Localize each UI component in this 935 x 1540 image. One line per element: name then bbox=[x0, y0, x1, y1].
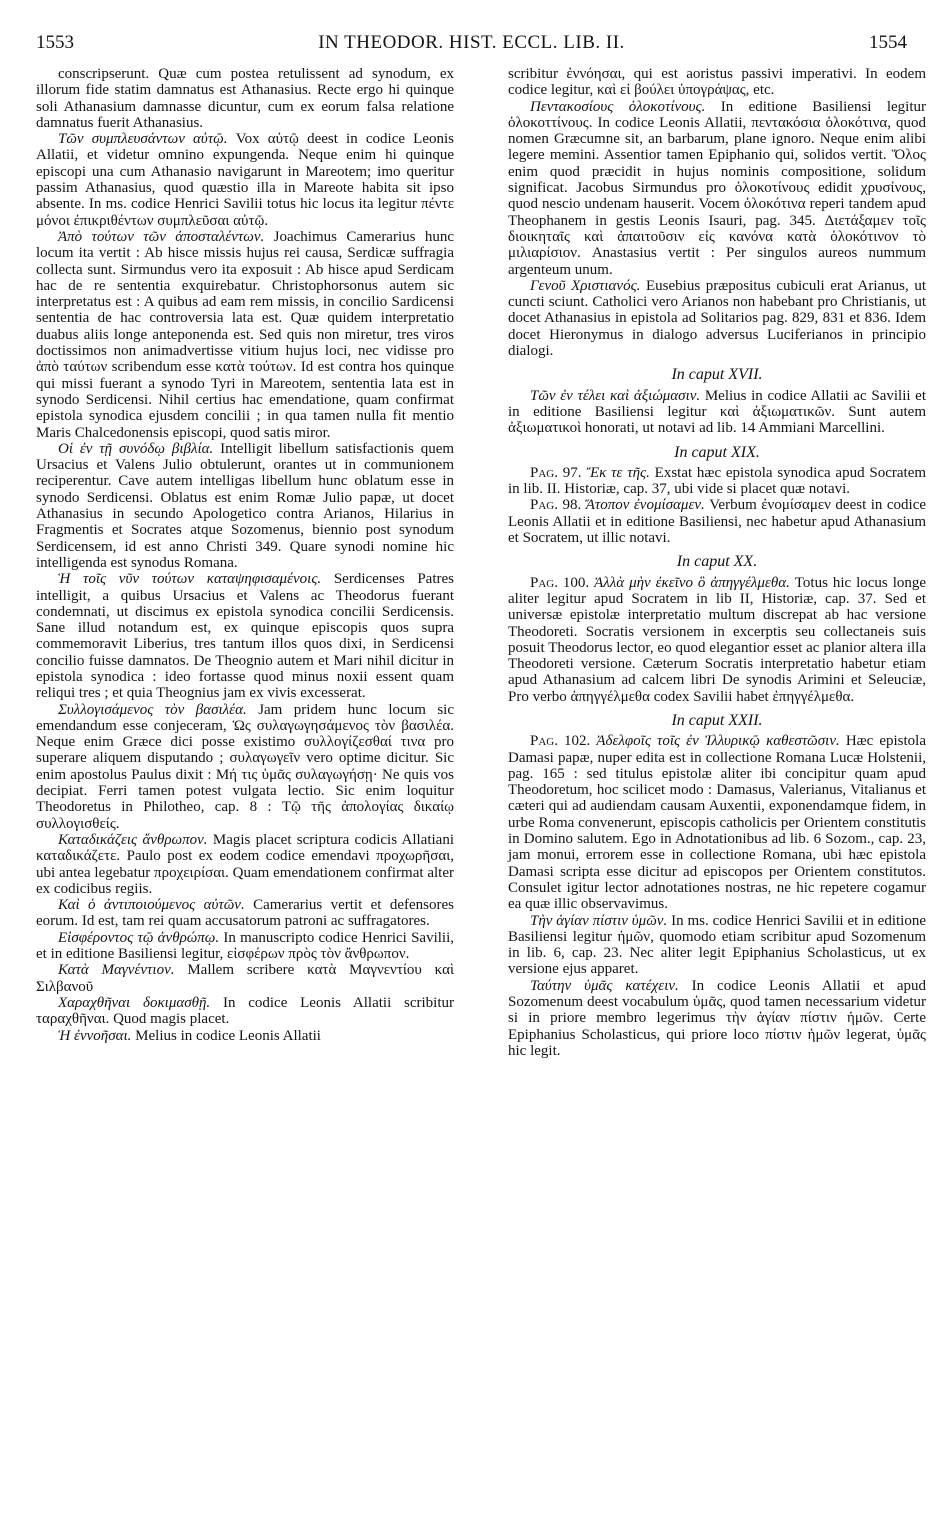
greek-lemma: Κατὰ Μαγνέντιον. bbox=[58, 962, 175, 979]
note-paragraph bbox=[36, 571, 454, 701]
section-heading: In caput XX. bbox=[676, 553, 758, 571]
greek-lemma: Γενοῦ Χριστιανός. bbox=[530, 277, 641, 294]
greek-lemma: Τῶν συμπλευσάντων αὐτῷ. bbox=[58, 131, 228, 148]
note-text: scribitur ἐννόησαι, qui est aoristus passivi imperativi. In eodem codice legitur, καὶ εἰ βούλει ὑπογράψας, etc. bbox=[508, 66, 926, 99]
section-heading: In caput XIX. bbox=[674, 443, 760, 461]
note-paragraph bbox=[36, 702, 454, 832]
section-heading: In caput XVII. bbox=[671, 366, 763, 384]
note-text: In codice Leonis Allatii et apud Sozomenum deest vocabulum ὑμᾶς, quod tamen necessarium videtur si in priore membro legerimus τὴν ἁγίαν πίστιν ἡμῶν. Certe Epiphanius Scholasticus, qui priore loco πίστιν ἡμῶν legerat, ὑμᾶς hic legit. bbox=[508, 977, 927, 1059]
page-header bbox=[36, 32, 907, 58]
note-text: In manuscripto codice Henrici Savilii, et in editione Basiliensi legitur, εἰσφέρων πρὸς τὸν ἄνθρωπον. bbox=[36, 929, 454, 963]
greek-lemma: Ἡ ἐννοῆσαι. bbox=[58, 1027, 132, 1044]
note-paragraph bbox=[508, 733, 926, 912]
right-column bbox=[508, 66, 926, 1059]
page-reference: Pag. 102. bbox=[530, 733, 591, 750]
note-paragraph bbox=[508, 278, 926, 359]
section-heading: In caput XXII. bbox=[671, 711, 763, 729]
greek-lemma: Τῶν ἐν τέλει καὶ ἀξιώμασιν. bbox=[530, 387, 701, 404]
note-text: Hæc epistola Damasi papæ, nuper edita est in collectione Romana Lucæ Holstenii, pag. 165 : sed titulus epistolæ aliter ibi concipitur quam apud Theodoretum, hoc scilicet modo : Damasus, Valerianus, Vitalianus et cæteri qui ad audiendam causam Auxentii, exponendamque fidem, in urbe Roma convenerunt, episcopis catholicis per Orientem constitutis in Domino salutem. Ego in Adnotationibus ad lib. 6 Sozom., cap. 23, jam monui, errorem esse in collectione Romana, ubi hæc epistola Damasi scripta esse dicitur ad episcopos per Orientem constitutos. Consulet igitur lector adnotationes nostras, ne hic repetere cogamur ea quæ illic observavimus. bbox=[508, 733, 927, 913]
note-text: In editione Basiliensi legitur ὁλοκοττίνους. In codice Leonis Allatii, πεντακόσια ὁλοκότινα, quod nomen Græcumne sit, an barbarum, plane ignoro. Neque enim alibi legere memini. Assentior tamen Epiphanio qui, solidos vertit. Ὅλος enim quod præcidit in hujus nominis compositione, solidum significat. Jacobus Sirmundus pro ὁλοκοτίνους edidit χρυσίνους, quod nescio undenam hauserit. Vocem ὁλοκότινα reperi tandem apud Theophanem in gestis Leonis Isauri, pag. 345. Διετάξαμεν τοῖς διοικηταῖς καὶ ἀπαιτοῦσιν εἰς κανόνα κατὰ ὁλοκότινον τὸ μιλιαρίσιον. Anastasius vertit : Per singulos aureos nummum argenteum unum. bbox=[508, 98, 926, 278]
note-text: Melius in codice Allatii ac Savilii et in editione Basiliensi legitur καὶ ἀξιωματικῶν. Sunt autem ἀξιωματικοὶ honorati, ut notavi ad lib. 14 Ammiani Marcellini. bbox=[508, 387, 927, 437]
note-paragraph bbox=[36, 441, 454, 571]
greek-lemma: Ἀλλὰ μὴν ἐκεῖνο ὃ ἀπηγγέλμεθα. bbox=[594, 574, 790, 591]
note-text: Melius in codice Leonis Allatii bbox=[135, 1027, 321, 1044]
note-paragraph bbox=[36, 229, 454, 441]
note-text: Verbum ἐνομίσαμεν deest in codice Leonis Allatii et in editione Basiliensi, nec habetur apud Athanasium et Socratem, ut illic notavi. bbox=[508, 497, 927, 547]
note-text: Camerarius vertit et defensores eorum. Id est, tam rei quam accusatorum patroni ac suffragatores. bbox=[36, 897, 454, 930]
greek-lemma: Ἔκ τε τῆς. bbox=[586, 464, 650, 481]
greek-lemma: Τὴν ἁγίαν πίστιν ὑμῶν. bbox=[530, 912, 668, 929]
note-paragraph bbox=[508, 99, 926, 278]
page-number-left: 1553 bbox=[36, 32, 74, 53]
greek-lemma: Καταδικάζεις ἄνθρωπον. bbox=[58, 831, 208, 848]
note-paragraph bbox=[36, 995, 454, 1028]
note-paragraph bbox=[36, 66, 454, 131]
greek-lemma: Ἡ τοῖς νῦν τούτων καταψηφισαμένοις. bbox=[58, 571, 322, 588]
note-paragraph bbox=[36, 962, 454, 995]
greek-lemma: Εἰσφέροντος τῷ ἀνθρώπῳ. bbox=[58, 929, 220, 946]
note-paragraph bbox=[508, 913, 926, 978]
note-paragraph bbox=[36, 131, 454, 229]
note-paragraph bbox=[508, 978, 926, 1059]
note-text: Totus hic locus longe aliter legitur apud Socratem in lib II, Historiæ, cap. 37. Sed et universæ epistolæ interpretatio multum discrepat ab hac versione Theodoreti. Socratis versionem in excerptis seu collectaneis suis posuit Theodorus lector, eo quod elegantior esset ac planior altera illa Theodoreti versione. Cæterum Socratis interpretatio habetur etiam apud Athanasium ad calcem libri De synodis Arimini et Seleuciæ, Pro verbo ἀπηγγέλμεθα codex Savilii habet ἐπηγγέλμεθα. bbox=[508, 574, 927, 705]
note-paragraph bbox=[508, 388, 926, 437]
note-paragraph bbox=[508, 575, 926, 705]
note-text: Jam pridem hunc locum sic emendandum esse conjeceram, Ὡς συλαγωγησάμενος τὸν βασιλέα. Neque enim Græce dici posse existimo συλλογίζεσθαί τινα pro superare aliquem disputando ; συλαγωγεῖν vero optime dicitur. Sic enim apostolus Paulus dixit : Μή τις ὑμᾶς συλαγωγήσῃ· Ne quis vos decipiat. Ferri tamen potest vulgata lectio. Sic enim loquitur Theodoretus in Philotheo, cap. 8 : Τῷ τῆς ἀπολογίας δικαίῳ συλλογισθείς. bbox=[36, 701, 454, 832]
note-text: In codice Leonis Allatii scribitur ταραχθῆναι. Quod magis placet. bbox=[36, 994, 455, 1028]
note-paragraph bbox=[508, 465, 926, 498]
note-text: conscripserunt. Quæ cum postea retulissent ad synodum, ex illorum fide statim damnatus est Athanasius. Recte ergo hi quinque soli Athanasium damnasse dicuntur, cum ex eorum falsa relatione damnatus fuerit Athanasius. bbox=[36, 66, 454, 131]
greek-lemma: Καὶ ὁ ἀντιποιούμενος αὐτῶν. bbox=[58, 897, 245, 914]
page-reference: Pag. 100. bbox=[530, 574, 590, 591]
note-text: Vox αὐτῷ deest in codice Leonis Allatii, et videtur omnino expungenda. Neque enim hi quinque episcopi una cum Athanasio navigarunt in Mareotem; imo queritur passim Athanasius, quod quæstio illa in Mareote habita sit ipso absente. In ms. codice Henrici Savilii totus hic locus ita legitur πέντε μόνοι ἐπικριθέντων συμπλεῦσαι αὐτῷ. bbox=[36, 131, 454, 229]
note-paragraph bbox=[508, 497, 926, 546]
note-text: In ms. codice Henrici Savilii et in editione Basiliensi legitur ἡμῶν, quomodo etiam scribitur apud Sozomenum in lib. 6, cap. 23. Nec aliter legit Epiphanius Scholasticus, ut ex versione ejus apparet. bbox=[508, 912, 926, 978]
greek-lemma: Ἀδελφοῖς τοῖς ἐν Ἰλλυρικῷ καθεστῶσιν. bbox=[596, 733, 840, 750]
note-text: Serdicenses Patres intelligit, a quibus Ursacius et Valens ac Theodorus fuerant condemnati, ut discimus ex epistola synodica concilii Serdicensis. Sane illud notandum est, ex quinque episcopis quos supra commemoravit Liberius, tres tantum illos quos dixi, in Serdicensi concilio fuisse damnatos. De Theognio autem et Mari nihil dicitur in epistola synodica : ideo fortasse quod minus noxii essent quam reliqui tres ; et quia Theognius jam ex vivis excesserat. bbox=[36, 571, 454, 702]
note-text: Exstat hæc epistola synodica apud Socratem in lib. II. Historiæ, cap. 37, ubi vide si placet quæ notavi. bbox=[508, 464, 927, 498]
left-column bbox=[36, 66, 454, 1044]
greek-lemma: Οἱ ἐν τῇ συνόδῳ βιβλία. bbox=[58, 440, 214, 457]
note-paragraph bbox=[36, 1028, 454, 1044]
note-paragraph bbox=[36, 897, 454, 930]
note-text: Eusebius præpositus cubiculi erat Arianus, ut cuncti sciunt. Catholici vero Arianos non habebant pro Christianis, ut docet Athanasius in epistola ad Solitarios pag. 829, 831 et 836. Idem docet Hieronymus in dialogo adversus Luciferianos in principio dialogi. bbox=[508, 277, 926, 360]
note-paragraph bbox=[36, 930, 454, 963]
greek-lemma: Ταύτην ὑμᾶς κατέχειν. bbox=[530, 977, 679, 994]
note-text: Mallem scribere κατὰ Μαγνεντίου καὶ Σιλβανοῦ bbox=[36, 962, 454, 995]
greek-lemma: Πεντακοσίους ὁλοκοτίνους. bbox=[530, 98, 706, 115]
running-title: IN THEODOR. HIST. ECCL. LIB. II. bbox=[318, 32, 625, 53]
greek-lemma: Συλλογισάμενος τὸν βασιλέα. bbox=[58, 701, 247, 718]
note-text: Magis placet scriptura codicis Allatiani καταδικάζετε. Paulo post ex eodem codice emendavi προχωρῆσαι, ubi antea legebatur προχειρίσαι. Quam emendationem confirmat alter ex codicibus regiis. bbox=[36, 831, 455, 897]
note-text: Intelligit libellum satisfactionis quem Ursacius et Valens Julio obtulerunt, orantes ut in communionem reciperentur. Cave autem intelligas libellum hunc oblatum esse in synodo Serdicensi. Oblatus est enim Romæ Julio papæ, ut docet Athanasius in secundo Apologetico contra Arianos, Hilarius in Fragmentis et Socrates atque Sozomenus, biennio post synodum Serdicensem, id est anno Christi 349. Quare synodi nomine hic intelligenda est synodus Romana. bbox=[36, 440, 455, 571]
page-number-right: 1554 bbox=[869, 32, 907, 53]
note-text: Joachimus Camerarius hunc locum ita vertit : Ab hisce missis hujus rei causa, Serdicæ suffragia collecta sunt. Sirmundus vero ita exposuit : Ab hisce apud Serdicam hac de re sententia exquirebatur. Christophorsonus autem sic interpretatus est : A quibus ad eam rem missis, in concilio Sardicensi sententia de hac controversia lata est. Quæ quidem interpretatio duabus aliis longe anteponenda est. Sed quis non miretur, tres viros doctissimos non animadvertisse vitium hujus loci, nec vidisse pro ἀπὸ ταύτων scribendum esse κατὰ τούτων. Id est contra hos quinque qui missi fuerant a synodo Tyri in Mareotem, sententia lata est in synodo Serdicensi. Nihil certius hac emendatione, quam confirmat epistola synodica ejusdem concilii ; in qua tamen nulla fit mentio Maris Chalcedonensis episcopi, quod satis miror. bbox=[36, 228, 454, 441]
greek-lemma: Ἀπὸ τούτων τῶν ἀποσταλέντων. bbox=[58, 228, 265, 245]
page-reference: Pag. 98. bbox=[530, 497, 582, 514]
page-reference: Pag. 97. bbox=[530, 464, 582, 481]
note-paragraph bbox=[508, 66, 926, 99]
greek-lemma: Χαραχθῆναι δοκιμασθῇ. bbox=[58, 994, 211, 1011]
greek-lemma: Ἄτοπον ἐνομίσαμεν. bbox=[585, 497, 705, 514]
note-paragraph bbox=[36, 832, 454, 897]
